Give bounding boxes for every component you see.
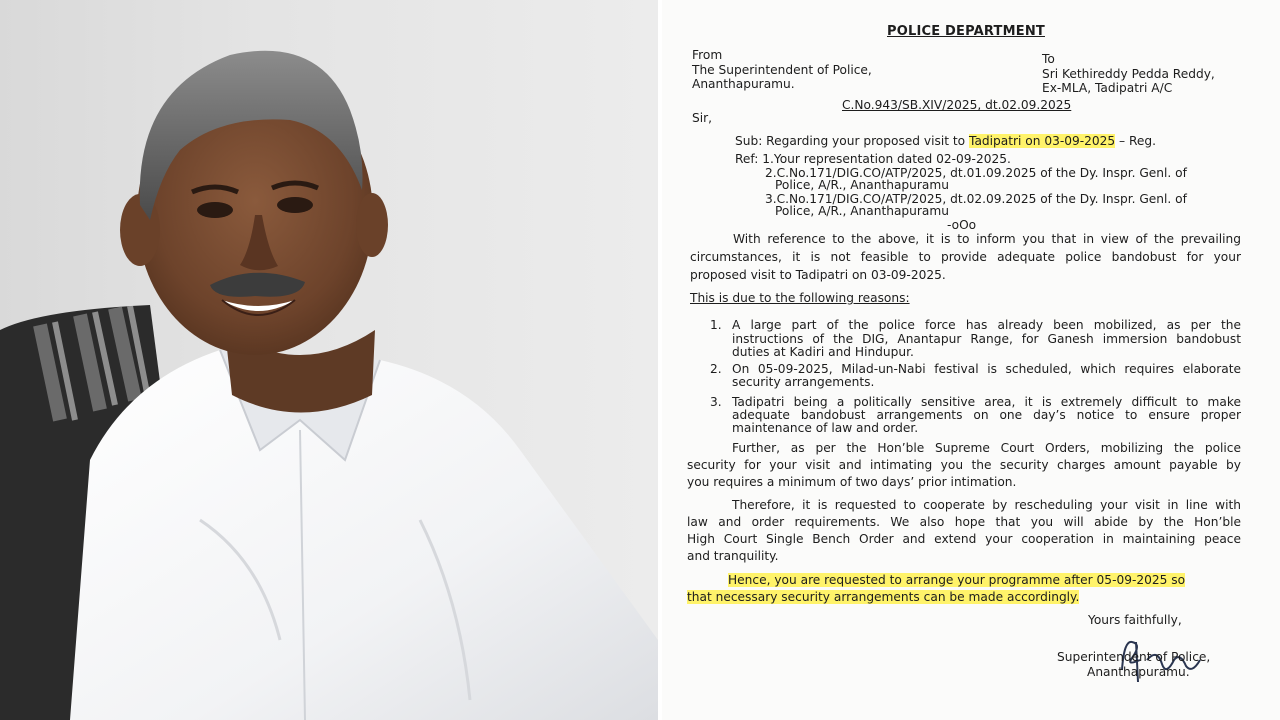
reason-3-line-2: adequate bandobust arrangements on one day’s notice to ensure proper [732, 408, 1241, 422]
reason-1-line-2: instructions of the DIG, Anantapur Range, for Ganesh immersion bandobust [732, 332, 1241, 346]
ref-1: 1.Your representation dated 02-09-2025. [762, 152, 1011, 166]
para1-line-3: proposed visit to Tadipatri on 03-09-2025. [690, 268, 946, 282]
para1-line-1: With reference to the above, it is to inform you that in view of the prevailing [733, 232, 1241, 246]
reference-number: C.No.943/SB.XIV/2025, dt.02.09.2025 [842, 98, 1072, 112]
ref-2-line-1: 2.C.No.171/DIG.CO/ATP/2025, dt.01.09.2025 of the Dy. Inspr. Genl. of [765, 166, 1187, 180]
reason-1-number: 1. [710, 318, 722, 332]
salutation: Sir, [692, 111, 713, 125]
ref-2-line-2: Police, A/R., Ananthapuramu [775, 178, 949, 192]
subject-prefix: Sub: Regarding your proposed visit to [735, 134, 970, 148]
subject-suffix: – Reg. [1115, 134, 1157, 148]
to-label: To [1042, 52, 1055, 66]
from-line-2: Ananthapuramu. [692, 77, 795, 91]
to-line-2: Ex-MLA, Tadipatri A/C [1042, 81, 1173, 95]
ref-3-line-2: Police, A/R., Ananthapuramu [775, 204, 949, 218]
from-label: From [692, 48, 723, 62]
para4-line-1 [728, 573, 1185, 588]
signatory-place: Ananthapuramu. [1087, 665, 1190, 679]
reason-2-line-1: On 05-09-2025, Milad-un-Nabi festival is scheduled, which requires elaborate [732, 362, 1241, 376]
para1-line-2: circumstances, it is not feasible to provide adequate police bandobust for your [690, 250, 1241, 264]
reason-3-line-3: maintenance of law and order. [732, 421, 919, 435]
reason-2-line-2: security arrangements. [732, 375, 875, 389]
ref-3-line-1: 3.C.No.171/DIG.CO/ATP/2025, dt.02.09.2025 of the Dy. Inspr. Genl. of [765, 192, 1187, 206]
para2-line-3: you requires a minimum of two days’ prior intimation. [687, 475, 1017, 489]
separator: -oOo [947, 218, 977, 232]
reason-3-line-1: Tadipatri being a politically sensitive area, it is extremely difficult to make [732, 395, 1241, 409]
reason-3-number: 3. [710, 395, 722, 409]
para2-line-2: security for your visit and intimating you the security charges amount payable by [687, 458, 1241, 472]
from-line-1: The Superintendent of Police, [692, 63, 872, 77]
to-line-1: Sri Kethireddy Pedda Reddy, [1042, 67, 1215, 81]
para4-line-1-text: Hence, you are requested to arrange your programme after 05-09-2025 so [728, 573, 1186, 587]
para3-line-1: Therefore, it is requested to cooperate by rescheduling your visit in line with [732, 498, 1241, 512]
para2-line-1: Further, as per the Hon’ble Supreme Court Orders, mobilizing the police [732, 441, 1241, 455]
reason-2-number: 2. [710, 362, 722, 376]
reasons-heading: This is due to the following reasons: [690, 291, 910, 305]
para3-line-3: High Court Single Bench Order and extend your cooperation in maintaining peace [687, 532, 1241, 546]
subject-highlight: Tadipatri on 03-09-2025 [969, 134, 1116, 148]
ref-label: Ref: [735, 152, 763, 166]
closing: Yours faithfully, [1088, 613, 1182, 627]
subject-line [735, 134, 1156, 149]
ref-line-1 [735, 152, 1011, 167]
para3-line-2: law and order requirements. We also hope that you will abide by the Hon’ble [687, 515, 1241, 529]
signatory-title: Superintendent of Police, [1057, 650, 1211, 664]
reason-1-line-3: duties at Kadiri and Hindupur. [732, 345, 914, 359]
police-letter [662, 0, 1280, 720]
para3-line-4: and tranquility. [687, 549, 779, 563]
para4-line-2-text: that necessary security arrangements can be made accordingly. [687, 590, 1080, 604]
department-heading: POLICE DEPARTMENT [887, 24, 1045, 39]
para4-line-2 [687, 590, 1079, 605]
reason-1-line-1: A large part of the police force has already been mobilized, as per the [732, 318, 1241, 332]
